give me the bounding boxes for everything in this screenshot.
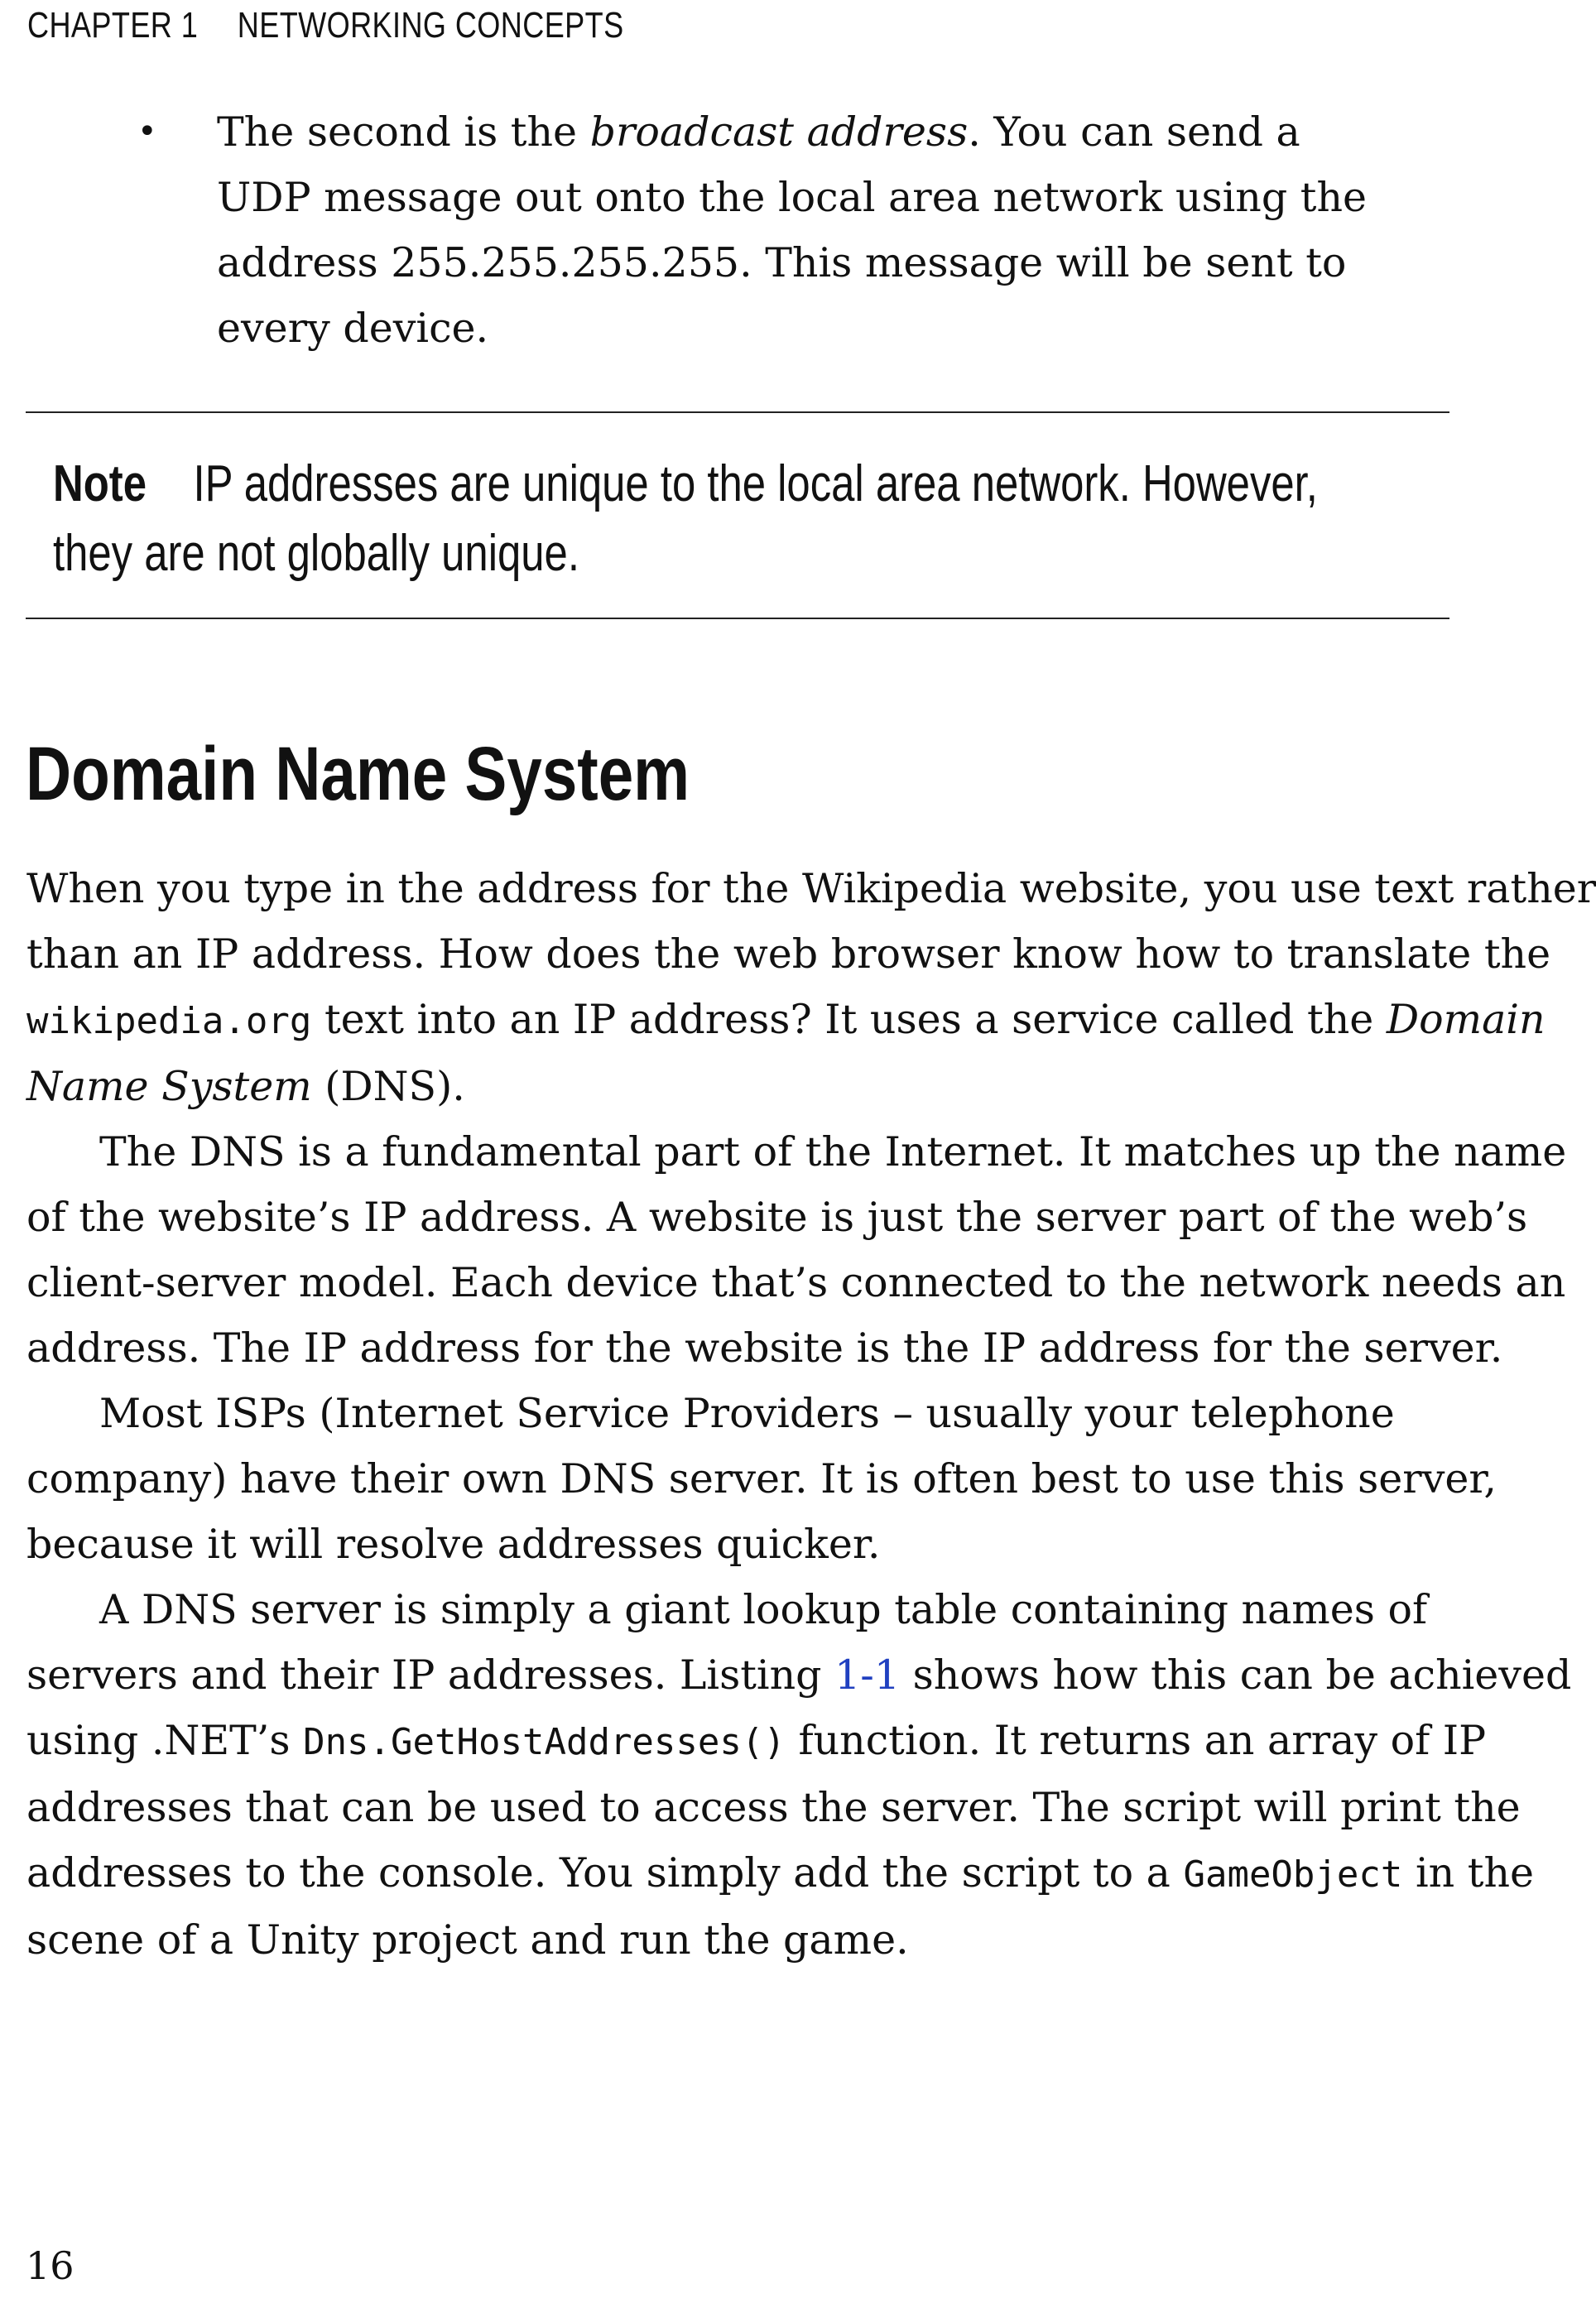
bullet-text <box>217 99 1368 361</box>
paragraph-line: Most ISPs (Internet Service Providers – usually your telephone <box>99 1390 1395 1437</box>
text-run: text into an IP address? It uses a service called the <box>311 996 1387 1043</box>
body-text <box>26 856 1596 1973</box>
paragraph-line: addresses that can be used to access the server. The script will print the <box>26 1784 1521 1831</box>
running-header <box>27 5 624 46</box>
note-label: Note <box>53 455 147 512</box>
emphasis-term: broadcast address <box>589 108 969 156</box>
text-run: The second is the <box>217 108 590 156</box>
paragraph-line <box>26 1840 1535 1907</box>
paragraph-line: company) have their own DNS server. It is often best to use this server, <box>26 1455 1497 1502</box>
paragraph-line <box>26 1708 1487 1775</box>
note-box <box>53 450 1318 589</box>
inline-code: GameObject <box>1183 1853 1403 1896</box>
text-run: addresses to the console. You simply add the script to a <box>26 1849 1184 1897</box>
chapter-number: CHAPTER 1 <box>27 5 199 46</box>
text-run: . You can send a <box>968 108 1300 156</box>
paragraph-line <box>26 987 1546 1054</box>
text-line: every device. <box>217 305 489 352</box>
text-run: in the <box>1402 1849 1535 1897</box>
note-bottom-rule <box>26 618 1449 619</box>
paragraph-line: because it will resolve addresses quicker. <box>26 1521 881 1568</box>
paragraph-line: client-server model. Each device that’s connected to the network needs an <box>26 1259 1566 1306</box>
text-run: shows how this can be achieved <box>900 1651 1572 1699</box>
paragraph-line: When you type in the address for the Wikipedia website, you use text rather <box>26 865 1596 912</box>
note-line <box>53 450 1318 519</box>
emphasis-term: Domain <box>1386 996 1546 1043</box>
bullet-marker: • <box>137 113 157 151</box>
inline-code: wikipedia.org <box>26 1000 312 1042</box>
text-run: function. It returns an array of IP <box>785 1717 1487 1764</box>
paragraph-line: than an IP address. How does the web browser know how to translate the <box>26 930 1551 978</box>
text-line: address 255.255.255.255. This message will be sent to <box>217 239 1347 286</box>
listing-link[interactable]: 1-1 <box>834 1651 901 1699</box>
paragraph-line <box>26 1642 1572 1708</box>
paragraph-line: scene of a Unity project and run the game. <box>26 1916 909 1964</box>
note-line: they are not globally unique. <box>53 525 579 582</box>
chapter-title: NETWORKING CONCEPTS <box>237 5 624 46</box>
text-line <box>217 99 1343 165</box>
page-number: 16 <box>26 2243 75 2288</box>
text-run: (DNS). <box>311 1063 465 1110</box>
paragraph-line: The DNS is a fundamental part of the Internet. It matches up the name <box>99 1128 1567 1175</box>
bullet-list-item <box>137 99 1368 361</box>
text-run: servers and their IP addresses. Listing <box>26 1651 835 1699</box>
note-text: IP addresses are unique to the local area network. However, <box>193 455 1318 512</box>
paragraph-line: of the website’s IP address. A website is just the server part of the web’s <box>26 1194 1528 1241</box>
note-top-rule <box>26 411 1449 413</box>
inline-code: Dns.GetHostAddresses() <box>303 1721 786 1763</box>
paragraph-line: address. The IP address for the website is the IP address for the server. <box>26 1324 1503 1372</box>
paragraph-line: A DNS server is simply a giant lookup table containing names of <box>99 1586 1428 1633</box>
text-line: UDP message out onto the local area network using the <box>217 174 1368 221</box>
text-run: using .NET’s <box>26 1717 304 1764</box>
section-heading: Domain Name System <box>26 732 690 816</box>
emphasis-term: Name System <box>26 1063 312 1110</box>
paragraph-line <box>26 1054 1467 1119</box>
